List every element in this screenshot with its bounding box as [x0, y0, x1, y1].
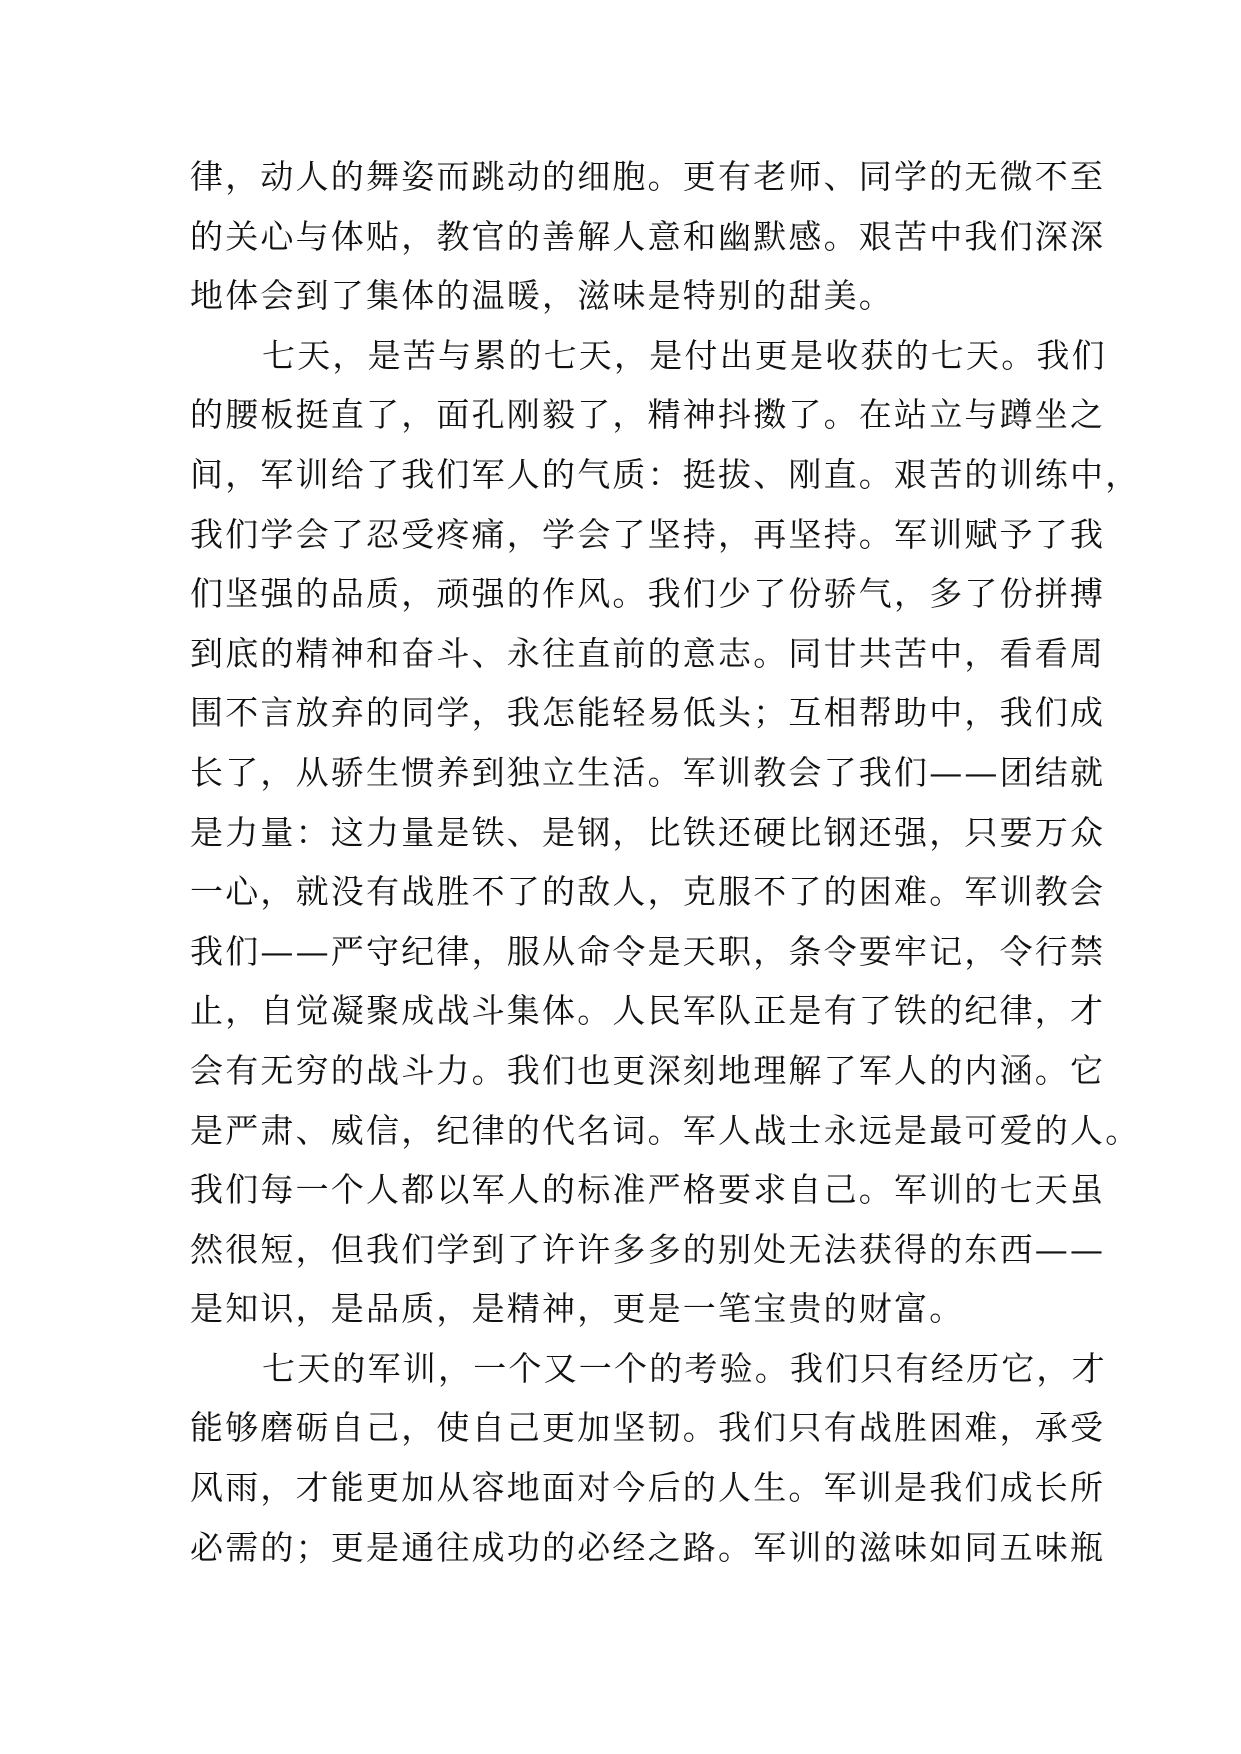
text-line: 围不言放弃的同学，我怎能轻易低头；互相帮助中，我们成: [190, 693, 1106, 733]
text-line: 必需的；更是通往成功的必经之路。军训的滋味如同五味瓶: [190, 1527, 1106, 1567]
text-line: 我们学会了忍受疼痛，学会了坚持，再坚持。军训赋予了我: [190, 514, 1106, 554]
text-line: 的腰板挺直了，面孔刚毅了，精神抖擞了。在站立与蹲坐之: [190, 395, 1106, 435]
text-line: 是知识，是品质，是精神，更是一笔宝贵的财富。: [190, 1289, 965, 1329]
text-line: 能够磨砺自己，使自己更加坚韧。我们只有战胜困难，承受: [190, 1408, 1106, 1448]
text-line: 长了，从骄生惯养到独立生活。军训教会了我们——团结就: [190, 752, 1106, 792]
text-line: 地体会到了集体的温暖，滋味是特别的甜美。: [190, 276, 894, 316]
text-line: 到底的精神和奋斗、永往直前的意志。同甘共苦中，看看周: [190, 633, 1106, 673]
body-text: [190, 147, 1141, 1577]
text-line: 止，自觉凝聚成战斗集体。人民军队正是有了铁的纪律，才: [190, 991, 1106, 1031]
paragraph-first-line: 七天的军训，一个又一个的考验。我们只有经历它，才: [262, 1348, 1107, 1388]
text-line: 是力量：这力量是铁、是钢，比铁还硬比钢还强，只要万众: [190, 812, 1106, 852]
text-line: 会有无穷的战斗力。我们也更深刻地理解了军人的内涵。它: [190, 1050, 1106, 1090]
paragraph-first-line: 七天，是苦与累的七天，是付出更是收获的七天。我们: [262, 335, 1107, 375]
text-line: 一心，就没有战胜不了的敌人，克服不了的困难。军训教会: [190, 872, 1106, 912]
text-line: 我们——严守纪律，服从命令是天职，条令要牢记，令行禁: [190, 931, 1106, 971]
text-line: 是严肃、威信，纪律的代名词。军人战士永远是最可爱的人。: [190, 1110, 1141, 1150]
text-line: 然很短，但我们学到了许许多多的别处无法获得的东西——: [190, 1229, 1106, 1269]
text-line: 间，军训给了我们军人的气质：挺拔、刚直。艰苦的训练中，: [190, 454, 1141, 494]
text-line: 们坚强的品质，顽强的作风。我们少了份骄气，多了份拼搏: [190, 574, 1106, 614]
text-line: 我们每一个人都以军人的标准严格要求自己。军训的七天虽: [190, 1170, 1106, 1210]
text-line: 的关心与体贴，教官的善解人意和幽默感。艰苦中我们深深: [190, 216, 1106, 256]
text-line: 律，动人的舞姿而跳动的细胞。更有老师、同学的无微不至: [190, 157, 1106, 196]
text-line: 风雨，才能更加从容地面对今后的人生。军训是我们成长所: [190, 1468, 1106, 1508]
